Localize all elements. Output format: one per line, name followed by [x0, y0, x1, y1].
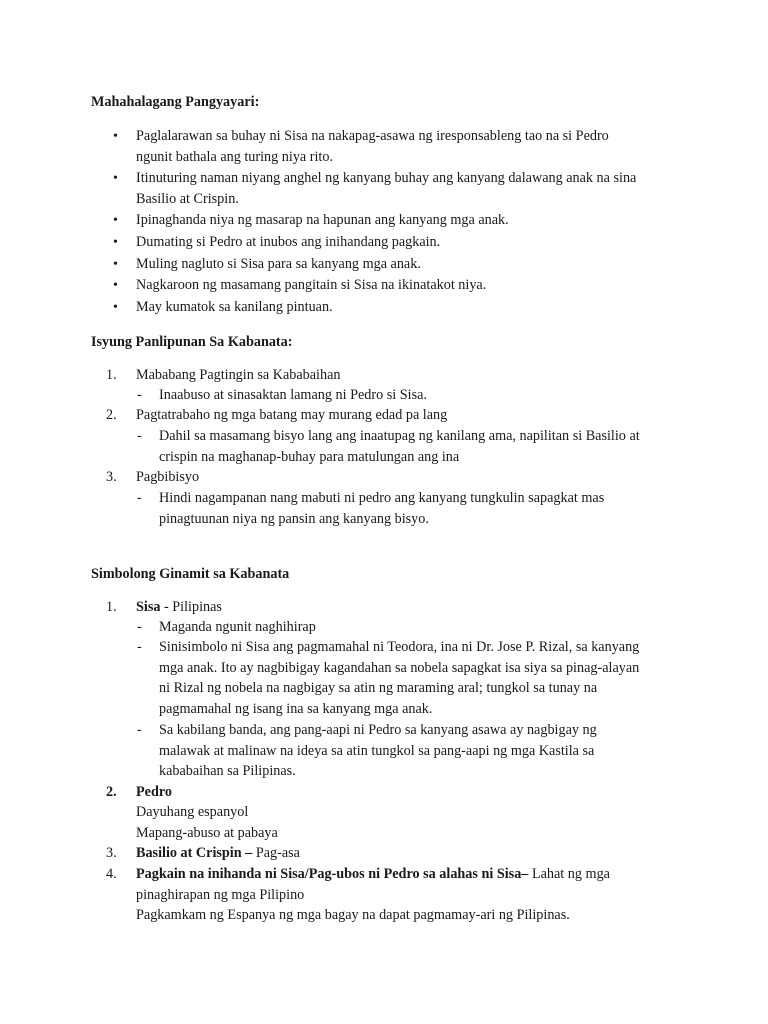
sub-item-continuation: [0, 761, 768, 782]
item-number: 3.: [106, 469, 117, 485]
item-number: 1.: [106, 367, 117, 383]
list-item-text: Muling nagluto si Sisa para sa kanyang mga anak.: [136, 256, 421, 272]
numbered-item: [0, 597, 768, 618]
item-title: [136, 597, 222, 618]
symbol-meaning: pinaghirapan ng mga Pilipino: [136, 887, 305, 903]
bullet-icon: •: [113, 235, 118, 250]
list-item-text: ngunit bathala ang turing niya rito.: [136, 149, 334, 165]
item-line: [0, 823, 768, 844]
dash-marker: -: [137, 619, 142, 635]
item-line: [0, 885, 768, 906]
heading-isyung-panlipunan: Isyung Panlipunan Sa Kabanata:: [91, 334, 293, 350]
heading-mahahalagang-pangyayari: Mahahalagang Pangyayari:: [91, 94, 260, 110]
sub-item-text: ni Rizal ng nobela na nagbigay sa atin ng maraming aral; tungkol sa tunay na: [159, 680, 598, 696]
item-number: 4.: [106, 866, 117, 882]
symbol-meaning: Pagkamkam ng Espanya ng mga bagay na dapat pagmamay-ari ng Pilipinas.: [136, 907, 570, 923]
sub-item-text: Hindi nagampanan nang mabuti ni pedro ang kanyang tungkulin sapagkat mas: [159, 490, 605, 506]
symbol-name: Pedro: [136, 784, 172, 800]
sub-item-text: mga anak. Ito ay nagbibigay kagandahan sa nobela sapagkat isa siya sa pinag-alayan: [159, 660, 640, 676]
item-title: Pagtatrabaho ng mga batang may murang edad pa lang: [136, 407, 448, 423]
item-number: 3.: [106, 845, 117, 861]
numbered-item: [0, 467, 768, 488]
list-item-text: Ipinaghanda niya ng masarap na hapunan ang kanyang mga anak.: [136, 212, 509, 228]
list-item-text: Paglalarawan sa buhay ni Sisa na nakapag-asawa ng iresponsableng tao na si Pedro: [136, 128, 609, 144]
sub-item: [0, 637, 768, 658]
list-item: [0, 126, 768, 147]
symbol-meaning: - Pilipinas: [160, 599, 222, 615]
bullet-icon: •: [113, 257, 118, 272]
list-item-continuation: [0, 147, 768, 168]
sub-item-continuation: [0, 699, 768, 720]
list-item-text: May kumatok sa kanilang pintuan.: [136, 299, 333, 315]
item-line: [0, 905, 768, 926]
symbol-meaning: Mapang-abuso at pabaya: [136, 825, 278, 841]
sub-item-text: crispin na maghanap-buhay para matulungan ang ina: [159, 449, 460, 465]
sub-item-text: malawak at malinaw na ideya sa atin tungkol sa pang-aapi ng mga Kastila sa: [159, 743, 595, 759]
bullet-icon: •: [113, 278, 118, 293]
sub-item-text: Maganda ngunit naghihirap: [159, 619, 316, 635]
numbered-item: [0, 782, 768, 803]
bullet-icon: •: [113, 171, 118, 186]
sub-item-text: Dahil sa masamang bisyo lang ang inaatupag ng kanilang ama, napilitan si Basilio at: [159, 428, 640, 444]
sub-item-continuation: [0, 741, 768, 762]
sub-item-text: Sa kabilang banda, ang pang-aapi ni Pedro sa kanyang asawa ay nagbigay ng: [159, 722, 597, 738]
list-item: [0, 254, 768, 275]
item-number: 2.: [106, 784, 117, 800]
list-item: [0, 232, 768, 253]
numbered-item: [0, 843, 768, 864]
sub-item: [0, 720, 768, 741]
item-title: Pagbibisyo: [136, 469, 200, 485]
item-number: 2.: [106, 407, 117, 423]
heading-simbolong-ginamit: Simbolong Ginamit sa Kabanata: [91, 566, 290, 582]
list-item: [0, 210, 768, 231]
sub-item: [0, 488, 768, 509]
item-number: 1.: [106, 599, 117, 615]
numbered-item: [0, 365, 768, 386]
numbered-item: [0, 405, 768, 426]
bullet-icon: •: [113, 129, 118, 144]
item-title: Mababang Pagtingin sa Kababaihan: [136, 367, 341, 383]
sub-item-text: Sinisimbolo ni Sisa ang pagmamahal ni Teodora, ina ni Dr. Jose P. Rizal, sa kanyang: [159, 639, 640, 655]
list-item: [0, 168, 768, 189]
dash-marker: -: [137, 490, 142, 506]
list-item-text: Nagkaroon ng masamang pangitain si Sisa na ikinatakot niya.: [136, 277, 487, 293]
symbol-name: Basilio at Crispin –: [136, 845, 253, 861]
dash-marker: -: [137, 428, 142, 444]
sub-item-continuation: [0, 509, 768, 530]
list-item-text: Basilio at Crispin.: [136, 191, 239, 207]
list-item-continuation: [0, 189, 768, 210]
symbol-name: Sisa: [136, 599, 161, 615]
item-title: [136, 843, 300, 864]
sub-item-continuation: [0, 678, 768, 699]
list-item-text: Itinuturing naman niyang anghel ng kanyang buhay ang kanyang dalawang anak na sina: [136, 170, 637, 186]
list-item: [0, 275, 768, 296]
list-item: [0, 297, 768, 318]
sub-item: [0, 385, 768, 406]
sub-item-text: kababaihan sa Pilipinas.: [159, 763, 296, 779]
symbol-meaning: Lahat ng mga: [528, 866, 610, 882]
bullet-icon: •: [113, 300, 118, 315]
sub-item: [0, 426, 768, 447]
bullet-icon: •: [113, 213, 118, 228]
dash-marker: -: [137, 387, 142, 403]
symbol-meaning: Pag-asa: [252, 845, 300, 861]
numbered-item: [0, 864, 768, 885]
item-line: [0, 802, 768, 823]
sub-item-text: Inaabuso at sinasaktan lamang ni Pedro si Sisa.: [159, 387, 427, 403]
list-item-text: Dumating si Pedro at inubos ang inihandang pagkain.: [136, 234, 441, 250]
sub-item: [0, 617, 768, 638]
sub-item-text: pinagtuunan niya ng pansin ang kanyang bisyo.: [159, 511, 429, 527]
dash-marker: -: [137, 639, 142, 655]
sub-item-continuation: [0, 447, 768, 468]
sub-item-text: pagmamahal ng isang ina sa kanyang mga anak.: [159, 701, 433, 717]
dash-marker: -: [137, 722, 142, 738]
symbol-name: Pagkain na inihanda ni Sisa/Pag-ubos ni Pedro sa alahas ni Sisa–: [136, 866, 529, 882]
symbol-meaning: Dayuhang espanyol: [136, 804, 249, 820]
sub-item-continuation: [0, 658, 768, 679]
item-title: [136, 864, 610, 885]
